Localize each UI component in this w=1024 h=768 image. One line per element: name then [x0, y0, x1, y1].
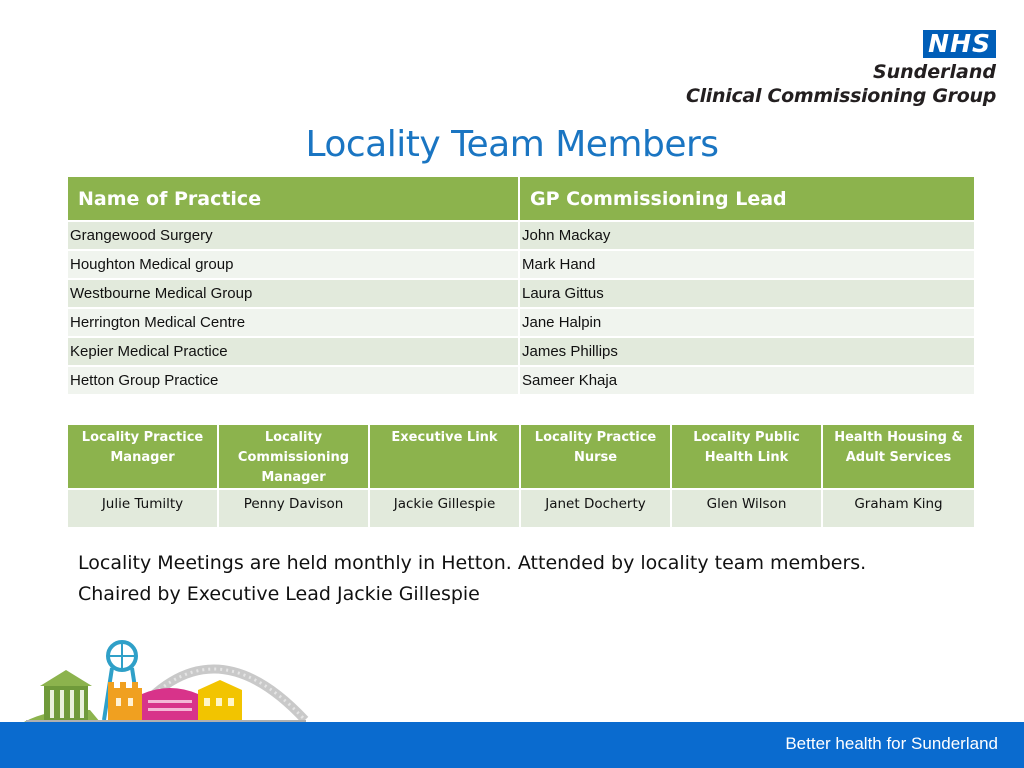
- table-row: [67, 366, 975, 395]
- footer-bar: [0, 722, 1024, 768]
- practice-name-cell: Hetton Group Practice: [67, 366, 519, 395]
- gp-lead-cell: John Mackay: [519, 221, 975, 250]
- logo-organisation-name: Sunderland: [872, 61, 996, 83]
- header-locality-practice-manager: Locality Practice Manager: [67, 424, 218, 489]
- table-row: [67, 250, 975, 279]
- logo-organisation-subtitle: Clinical Commissioning Group: [685, 85, 996, 107]
- team-member-cell: Julie Tumilty: [67, 489, 218, 528]
- footer-tagline: Better health for Sunderland: [785, 734, 998, 753]
- practice-name-cell: Houghton Medical group: [67, 250, 519, 279]
- practice-name-cell: Kepier Medical Practice: [67, 337, 519, 366]
- team-table-header-row: [67, 424, 975, 489]
- header-name-of-practice: Name of Practice: [67, 176, 519, 221]
- pink-stadium: [142, 688, 198, 722]
- gp-lead-cell: Jane Halpin: [519, 308, 975, 337]
- header-gp-commissioning-lead: GP Commissioning Lead: [519, 176, 975, 221]
- table-row: [67, 279, 975, 308]
- nhs-sunderland-logo: [686, 30, 996, 108]
- table-row: [67, 337, 975, 366]
- header-locality-commissioning-manager: Locality Commissioning Manager: [218, 424, 369, 489]
- sunderland-skyline-illustration: [20, 628, 310, 724]
- gp-lead-cell: Sameer Khaja: [519, 366, 975, 395]
- team-member-cell: Graham King: [822, 489, 975, 528]
- practice-name-cell: Grangewood Surgery: [67, 221, 519, 250]
- header-health-housing-adult-services: Health Housing & Adult Services: [822, 424, 975, 489]
- locality-team-table: [66, 423, 976, 529]
- table-row: [67, 308, 975, 337]
- meeting-notes-line: Chaired by Executive Lead Jackie Gillespie: [78, 583, 480, 605]
- table-row: [67, 221, 975, 250]
- nhs-badge: NHS: [923, 30, 996, 58]
- practice-table-header-row: [67, 176, 975, 221]
- practice-table: [66, 175, 976, 396]
- slide-title: Locality Team Members: [305, 124, 719, 165]
- team-member-cell: Jackie Gillespie: [369, 489, 520, 528]
- practice-name-cell: Westbourne Medical Group: [67, 279, 519, 308]
- header-executive-link: Executive Link: [369, 424, 520, 489]
- orange-tower: [108, 688, 142, 722]
- meeting-notes: [78, 548, 978, 610]
- table-row: [67, 489, 975, 528]
- gp-lead-cell: Mark Hand: [519, 250, 975, 279]
- practice-name-cell: Herrington Medical Centre: [67, 308, 519, 337]
- header-locality-practice-nurse: Locality Practice Nurse: [520, 424, 671, 489]
- team-member-cell: Glen Wilson: [671, 489, 822, 528]
- header-locality-public-health-link: Locality Public Health Link: [671, 424, 822, 489]
- monument-roof: [40, 670, 92, 686]
- team-member-cell: Janet Docherty: [520, 489, 671, 528]
- gp-lead-cell: James Phillips: [519, 337, 975, 366]
- team-member-cell: Penny Davison: [218, 489, 369, 528]
- gp-lead-cell: Laura Gittus: [519, 279, 975, 308]
- meeting-notes-line: Locality Meetings are held monthly in Hetton. Attended by locality team members.: [78, 552, 867, 574]
